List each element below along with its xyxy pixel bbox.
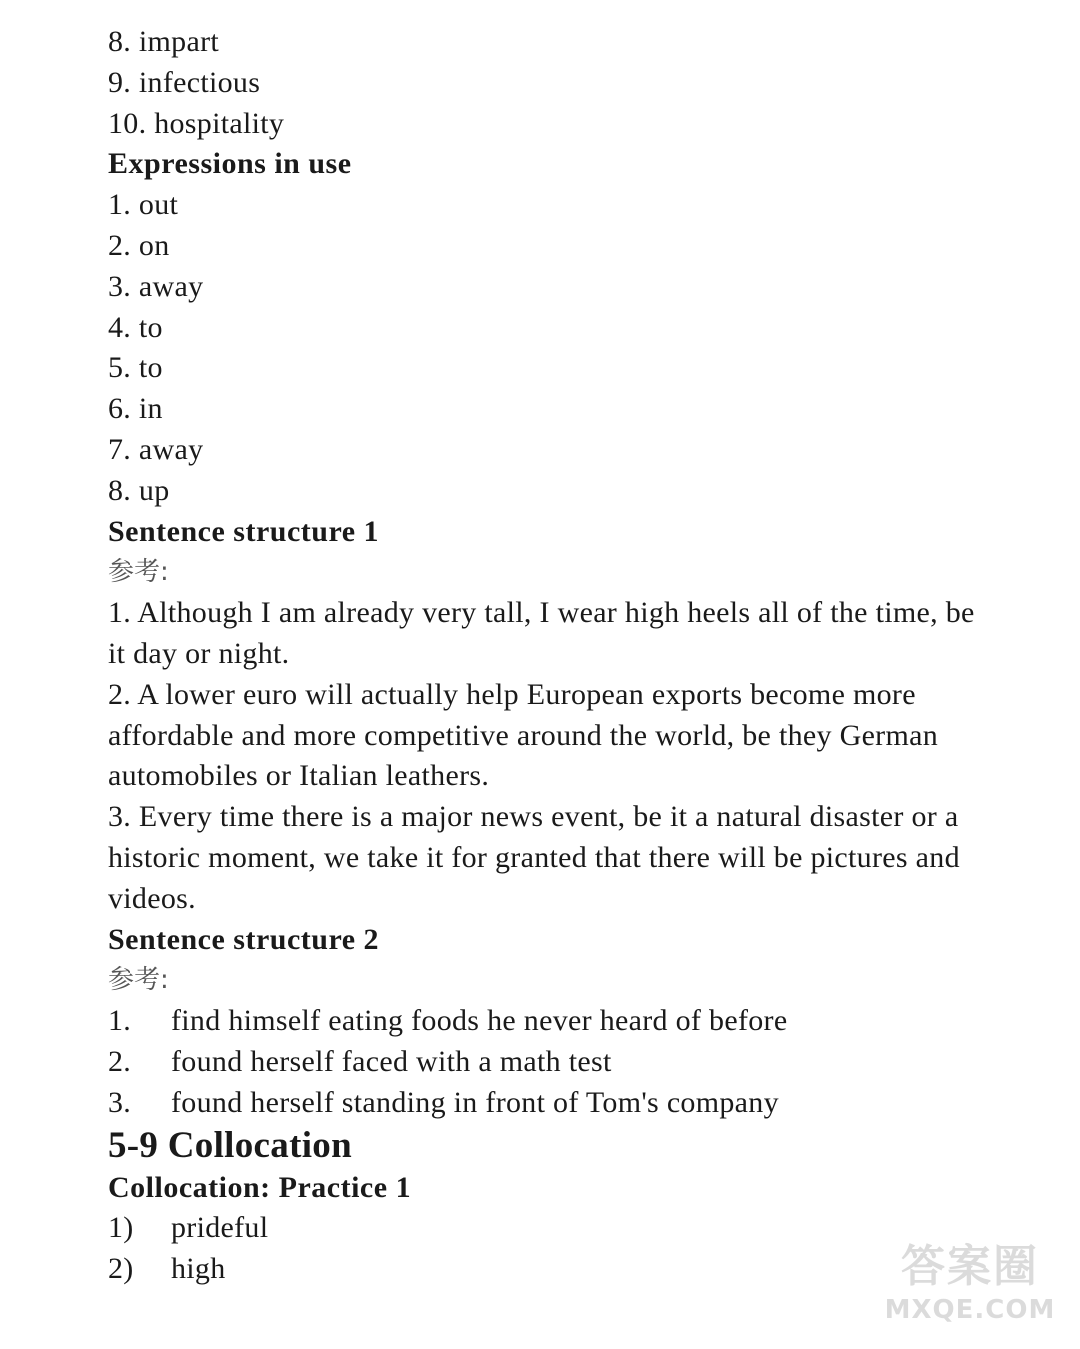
vocab-list <box>108 22 988 144</box>
sentence-answer: 3. Every time there is a major news event, be it a natural disaster or a historic moment, we take it for granted that there will be pictures and videos. <box>108 800 960 915</box>
expression-item: 7. away <box>108 432 204 466</box>
list-item <box>108 1208 988 1249</box>
collocation-practice-heading: Collocation: Practice 1 <box>108 1170 412 1204</box>
item-text: found herself standing in front of Tom's company <box>171 1085 779 1119</box>
list-item <box>108 1042 988 1083</box>
expression-item: 5. to <box>108 351 163 385</box>
expressions-list <box>108 185 988 511</box>
answer-page <box>108 22 988 1290</box>
watermark-bottom: MXQE.COM <box>884 1295 1056 1325</box>
item-number: 2) <box>108 1252 134 1286</box>
expression-item: 6. in <box>108 392 163 426</box>
reference-label: 参考: <box>108 965 169 996</box>
item-number: 3. <box>108 1085 132 1119</box>
expression-item: 2. on <box>108 228 170 262</box>
item-text: high <box>171 1252 226 1286</box>
expression-item: 1. out <box>108 188 179 222</box>
section-title: 5-9 Collocation <box>108 1124 352 1166</box>
sentence-answer: 1. Although I am already very tall, I wear high heels all of the time, be it day or night. <box>108 596 975 670</box>
list-item <box>108 1001 988 1042</box>
item-number: 1) <box>108 1211 134 1245</box>
expression-item: 8. up <box>108 473 170 507</box>
sentence-answer: 2. A lower euro will actually help European exports become more affordable and more competitive around the world, be they German automobiles or Italian leathers. <box>108 677 939 793</box>
sentence-structure-1-heading: Sentence structure 1 <box>108 514 380 548</box>
item-text: find himself eating foods he never heard of before <box>171 1004 788 1038</box>
vocab-item: 9. infectious <box>108 65 261 99</box>
vocab-item: 8. impart <box>108 25 220 58</box>
item-number: 1. <box>108 1004 132 1038</box>
reference-label: 参考: <box>108 557 169 588</box>
watermark-logo <box>880 1241 1060 1341</box>
sentence-structure-2-heading: Sentence structure 2 <box>108 922 380 956</box>
item-number: 2. <box>108 1044 132 1078</box>
watermark-top: 答案圈 <box>901 1241 1039 1292</box>
vocab-item: 10. hospitality <box>108 106 285 140</box>
expression-item: 3. away <box>108 269 204 303</box>
item-text: prideful <box>171 1211 269 1245</box>
expressions-heading: Expressions in use <box>108 147 352 181</box>
item-text: found herself faced with a math test <box>171 1044 612 1078</box>
list-item <box>108 1083 988 1124</box>
list-item <box>108 1249 988 1290</box>
expression-item: 4. to <box>108 310 163 344</box>
